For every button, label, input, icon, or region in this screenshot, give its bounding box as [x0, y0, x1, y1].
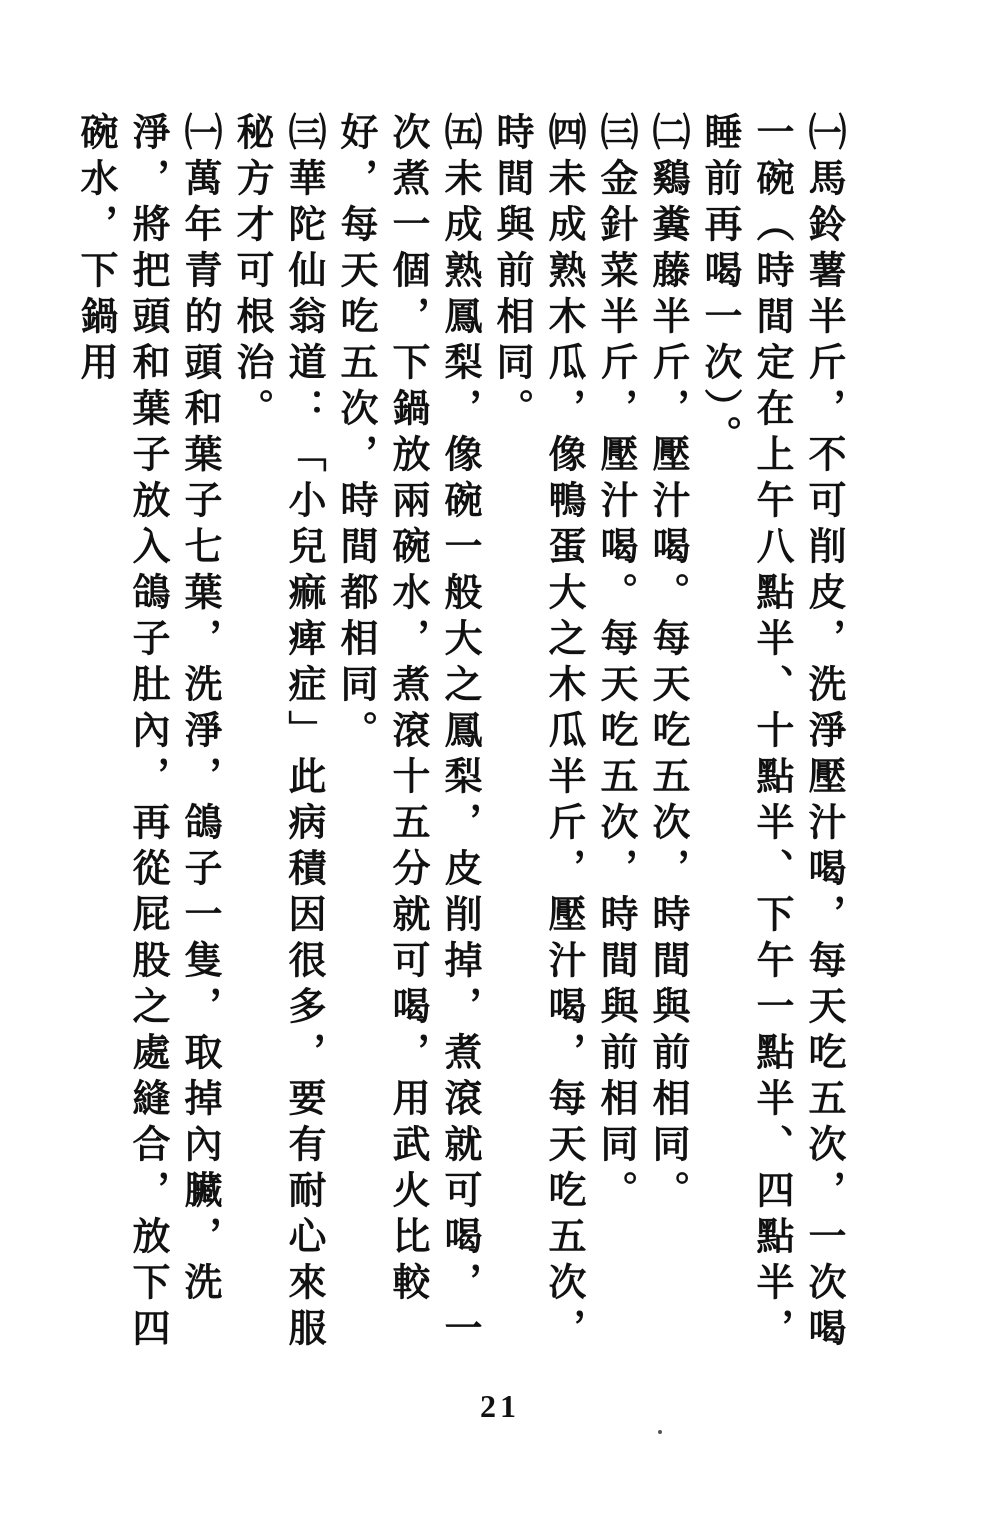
remedy-2-chicken-dung-vine: ㈡鷄糞藤半斤，壓汁喝。每天吃五次，時間與前相同。: [646, 112, 691, 1216]
remedy-1-evergreen: ㈠萬年青的頭和葉子七葉，洗淨，鴿子一隻，取掉內臟，洗淨，將把頭和葉子放入鴿子肚內，再從屁股之處縫合，放下四碗水，下鍋用: [74, 112, 223, 1354]
remedy-3-daylily: ㈢金針菜半斤，壓汁喝。每天吃五次，時間與前相同。: [594, 112, 639, 1216]
remedy-4-papaya: ㈣未成熟木瓜，像鴨蛋大之木瓜半斤，壓汁喝，每天吃五次，時間與前相同。: [490, 112, 587, 1354]
section-heading-polio: ㈢華陀仙翁道：「小兒痲痺症」此病積因很多，要有耐心來服秘方才可根治。: [230, 112, 327, 1354]
page-number: 21: [480, 1388, 520, 1424]
vertical-text-block: [70, 112, 850, 1372]
remedy-5-pineapple: ㈤未成熟鳳梨，像碗一般大之鳳梨，皮削掉，煮滾就可喝，一次煮一個，下鍋放兩碗水，煮滾十五分就可喝，用武火比較好，每天吃五次，時間都相同。: [334, 112, 483, 1354]
print-speck: [658, 1430, 662, 1434]
remedy-1-potato: ㈠馬鈴薯半斤，不可削皮，洗淨壓汁喝，每天吃五次，一次喝一碗（時間定在上午八點半、十點半、下午一點半、四點半，睡前再喝一次）。: [698, 112, 847, 1354]
